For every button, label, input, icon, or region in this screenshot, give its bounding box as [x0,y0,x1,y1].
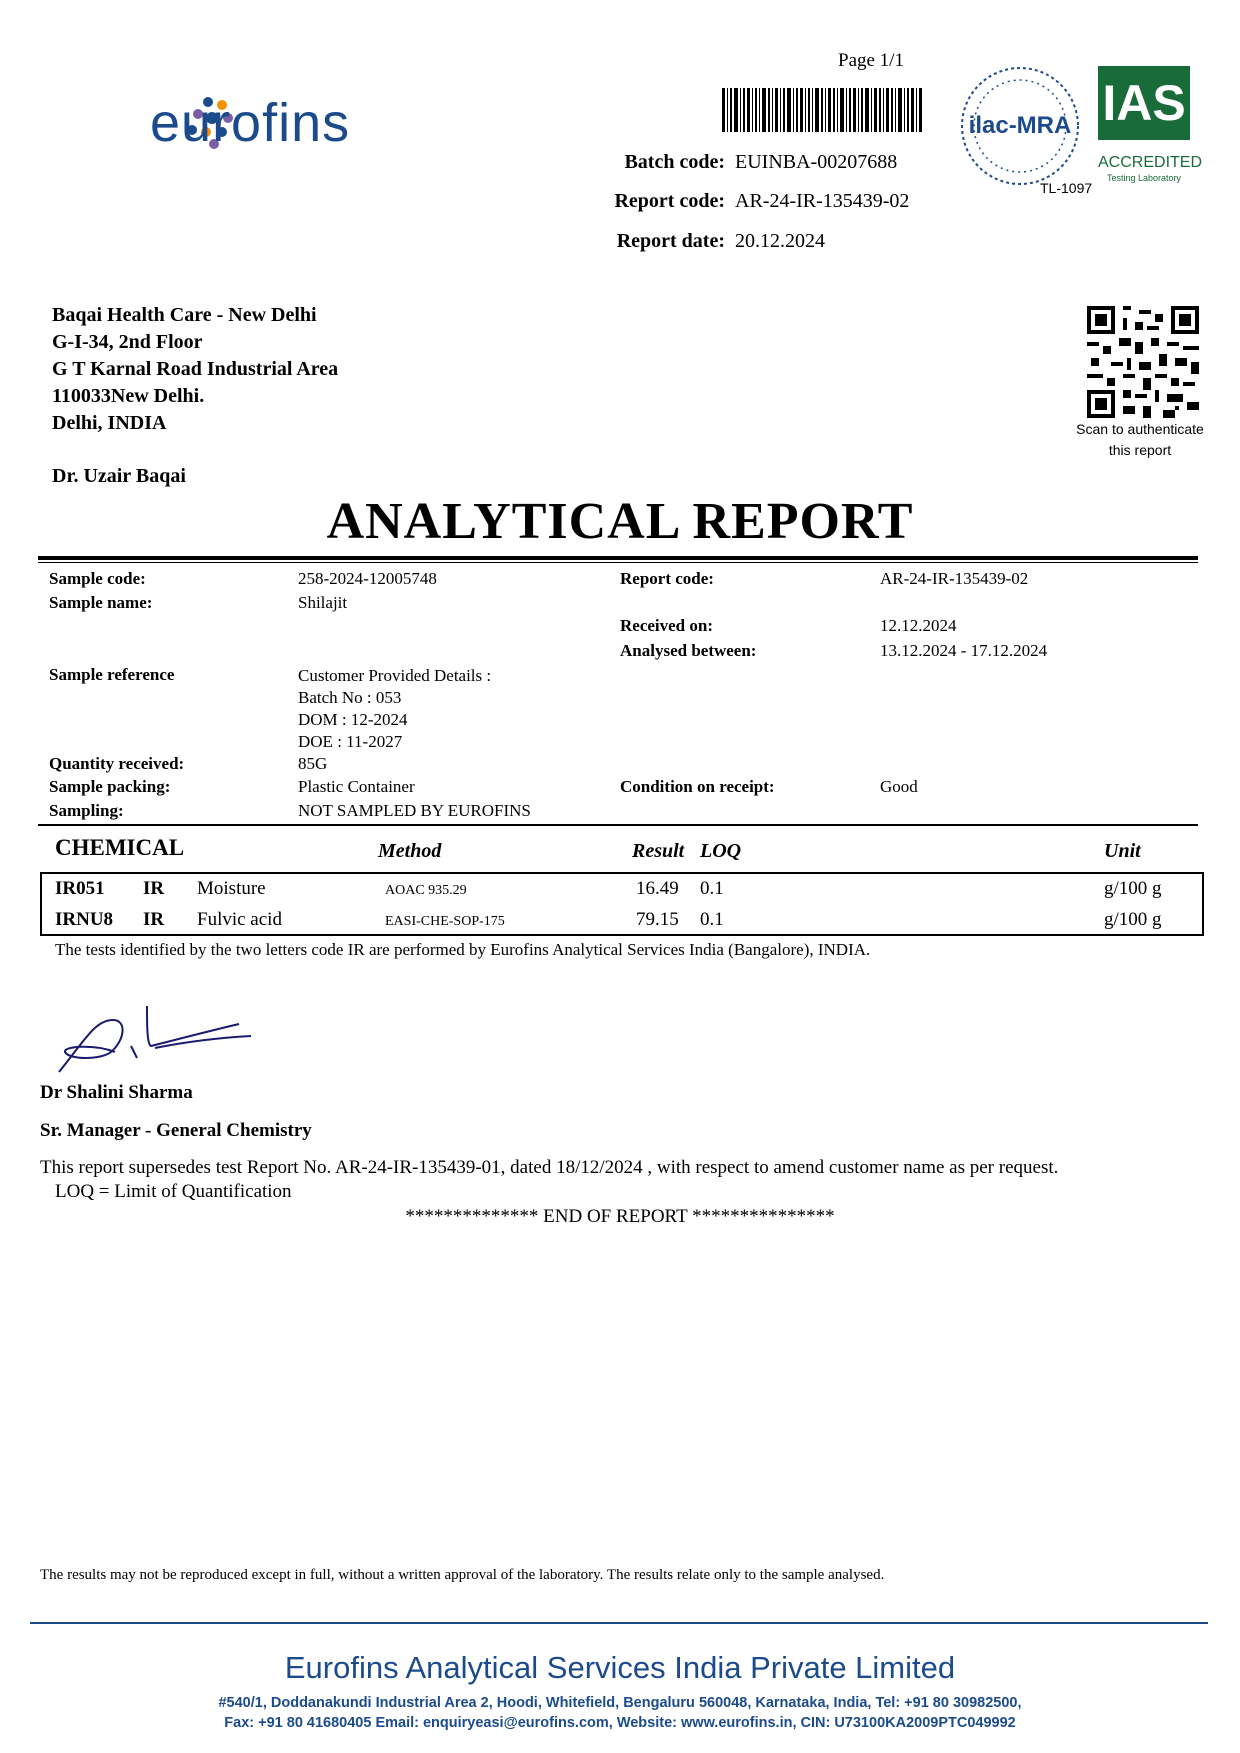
sample-reference-label: Sample reference [49,665,175,684]
section-rule [38,824,1198,826]
signer-name: Dr Shalini Sharma [40,1082,193,1103]
signer-title: Sr. Manager - General Chemistry [40,1120,312,1141]
test-name: Fulvic acid [197,909,282,930]
svg-text:ilac-MRA: ilac-MRA [968,112,1072,139]
batch-code-value: EUINBA-00207688 [735,151,898,173]
test-unit: g/100 g [1104,909,1162,930]
footer-rule [30,1622,1208,1624]
ilac-mra-seal-icon [958,64,1082,188]
packing-label: Sample packing: [49,777,171,796]
footer-address-line: Fax: +91 80 41680405 Email: enquiryeasi@eurofins.com, Website: www.eurofins.in, CIN: U73100KA2009PTC049992 [224,1715,1016,1731]
condition-label: Condition on receipt: [620,777,775,796]
header-report-code-label: Report code: [614,190,725,212]
analysed-value: 13.12.2024 - 17.12.2024 [880,641,1048,660]
condition-value: Good [880,777,918,796]
reference-line: Customer Provided Details : [298,666,492,685]
sample-code-value: 258-2024-12005748 [298,569,437,588]
result-column-header: Result [632,840,685,862]
address-line: Baqai Health Care - New Delhi [52,304,317,326]
ias-logo: IAS [1098,66,1190,140]
test-code: IRNU8 [55,909,114,930]
tl-number: TL-1097 [1040,180,1093,196]
test-method: EASI-CHE-SOP-175 [385,914,505,929]
test-method: AOAC 935.29 [385,883,467,898]
sampling-value: NOT SAMPLED BY EUROFINS [298,801,531,820]
sample-reference-value [298,665,491,753]
ias-sub: Testing Laboratory [1106,173,1182,183]
reference-line: Batch No : 053 [298,688,402,707]
test-result: 16.49 [636,878,679,899]
customer-address [52,302,338,437]
report-code-label: Report code: [620,569,714,588]
sample-code-label: Sample code: [49,569,146,588]
loq-column-header: LOQ [700,840,742,862]
handwritten-signature [55,1000,255,1080]
title-rule-thin [38,562,1198,563]
footer-address [0,1693,1240,1733]
footer-address-line: #540/1, Doddanakundi Industrial Area 2, Hoodi, Whitefield, Bengaluru 560048, Karnataka, India, Tel: +91 80 30982500, [218,1695,1022,1711]
ias-accredited: ACCREDITED [1098,154,1203,171]
method-column-header: Method [378,840,442,862]
report-title: ANALYTICAL REPORT [326,493,914,550]
page-number: Page 1/1 [838,50,904,71]
analysed-label: Analysed between: [620,641,757,660]
lab-note: The tests identified by the two letters code IR are performed by Eurofins Analytical Services India (Bangalore), INDIA. [55,940,871,959]
barcode-icon [722,88,922,132]
reference-line: DOM : 12-2024 [298,710,408,729]
sample-name-value: Shilajit [298,593,348,612]
title-rule [38,556,1198,560]
loq-definition: LOQ = Limit of Quantification [55,1181,292,1202]
end-of-report: ************** END OF REPORT *************** [405,1206,835,1227]
supersede-note: This report supersedes test Report No. AR-24-IR-135439-01, dated 18/12/2024 , with respect to amend customer name as per request. [40,1157,1059,1178]
qr-code-icon[interactable] [1087,306,1199,418]
logo-wordmark: eurofins [150,93,351,153]
sample-name-label: Sample name: [49,593,153,612]
quantity-label: Quantity received: [49,754,185,773]
address-line: G-I-34, 2nd Floor [52,331,203,353]
received-on-label: Received on: [620,616,714,635]
test-result: 79.15 [636,909,679,930]
test-unit: g/100 g [1104,878,1162,899]
lab-code: IR [143,878,165,899]
test-loq: 0.1 [700,909,724,930]
test-loq: 0.1 [700,878,724,899]
qr-caption [1060,419,1220,461]
disclaimer: The results may not be reproduced except in full, without a written approval of the laboratory. The results relate only to the sample analysed. [40,1567,885,1583]
recipient-doctor: Dr. Uzair Baqai [52,465,186,487]
reference-line: DOE : 11-2027 [298,732,403,751]
address-line: G T Karnal Road Industrial Area [52,358,339,380]
qr-caption-line: this report [1108,442,1172,458]
packing-value: Plastic Container [298,777,415,796]
lab-code: IR [143,909,165,930]
section-heading: CHEMICAL [55,835,185,860]
unit-column-header: Unit [1104,840,1141,862]
qr-caption-line: Scan to authenticate [1076,421,1204,437]
report-code-value: AR-24-IR-135439-02 [880,569,1029,588]
test-code: IR051 [55,878,105,899]
report-date-value: 20.12.2024 [735,230,825,252]
received-on-value: 12.12.2024 [880,616,957,635]
test-name: Moisture [197,878,266,899]
footer-company-name: Eurofins Analytical Services India Private Limited [284,1650,956,1685]
sampling-label: Sampling: [49,801,124,820]
report-date-label: Report date: [616,230,725,252]
header-report-code-value: AR-24-IR-135439-02 [735,190,910,212]
address-line: 110033New Delhi. [52,385,205,407]
batch-code-label: Batch code: [624,151,725,173]
quantity-value: 85G [298,754,328,773]
address-line: Delhi, INDIA [52,412,167,434]
